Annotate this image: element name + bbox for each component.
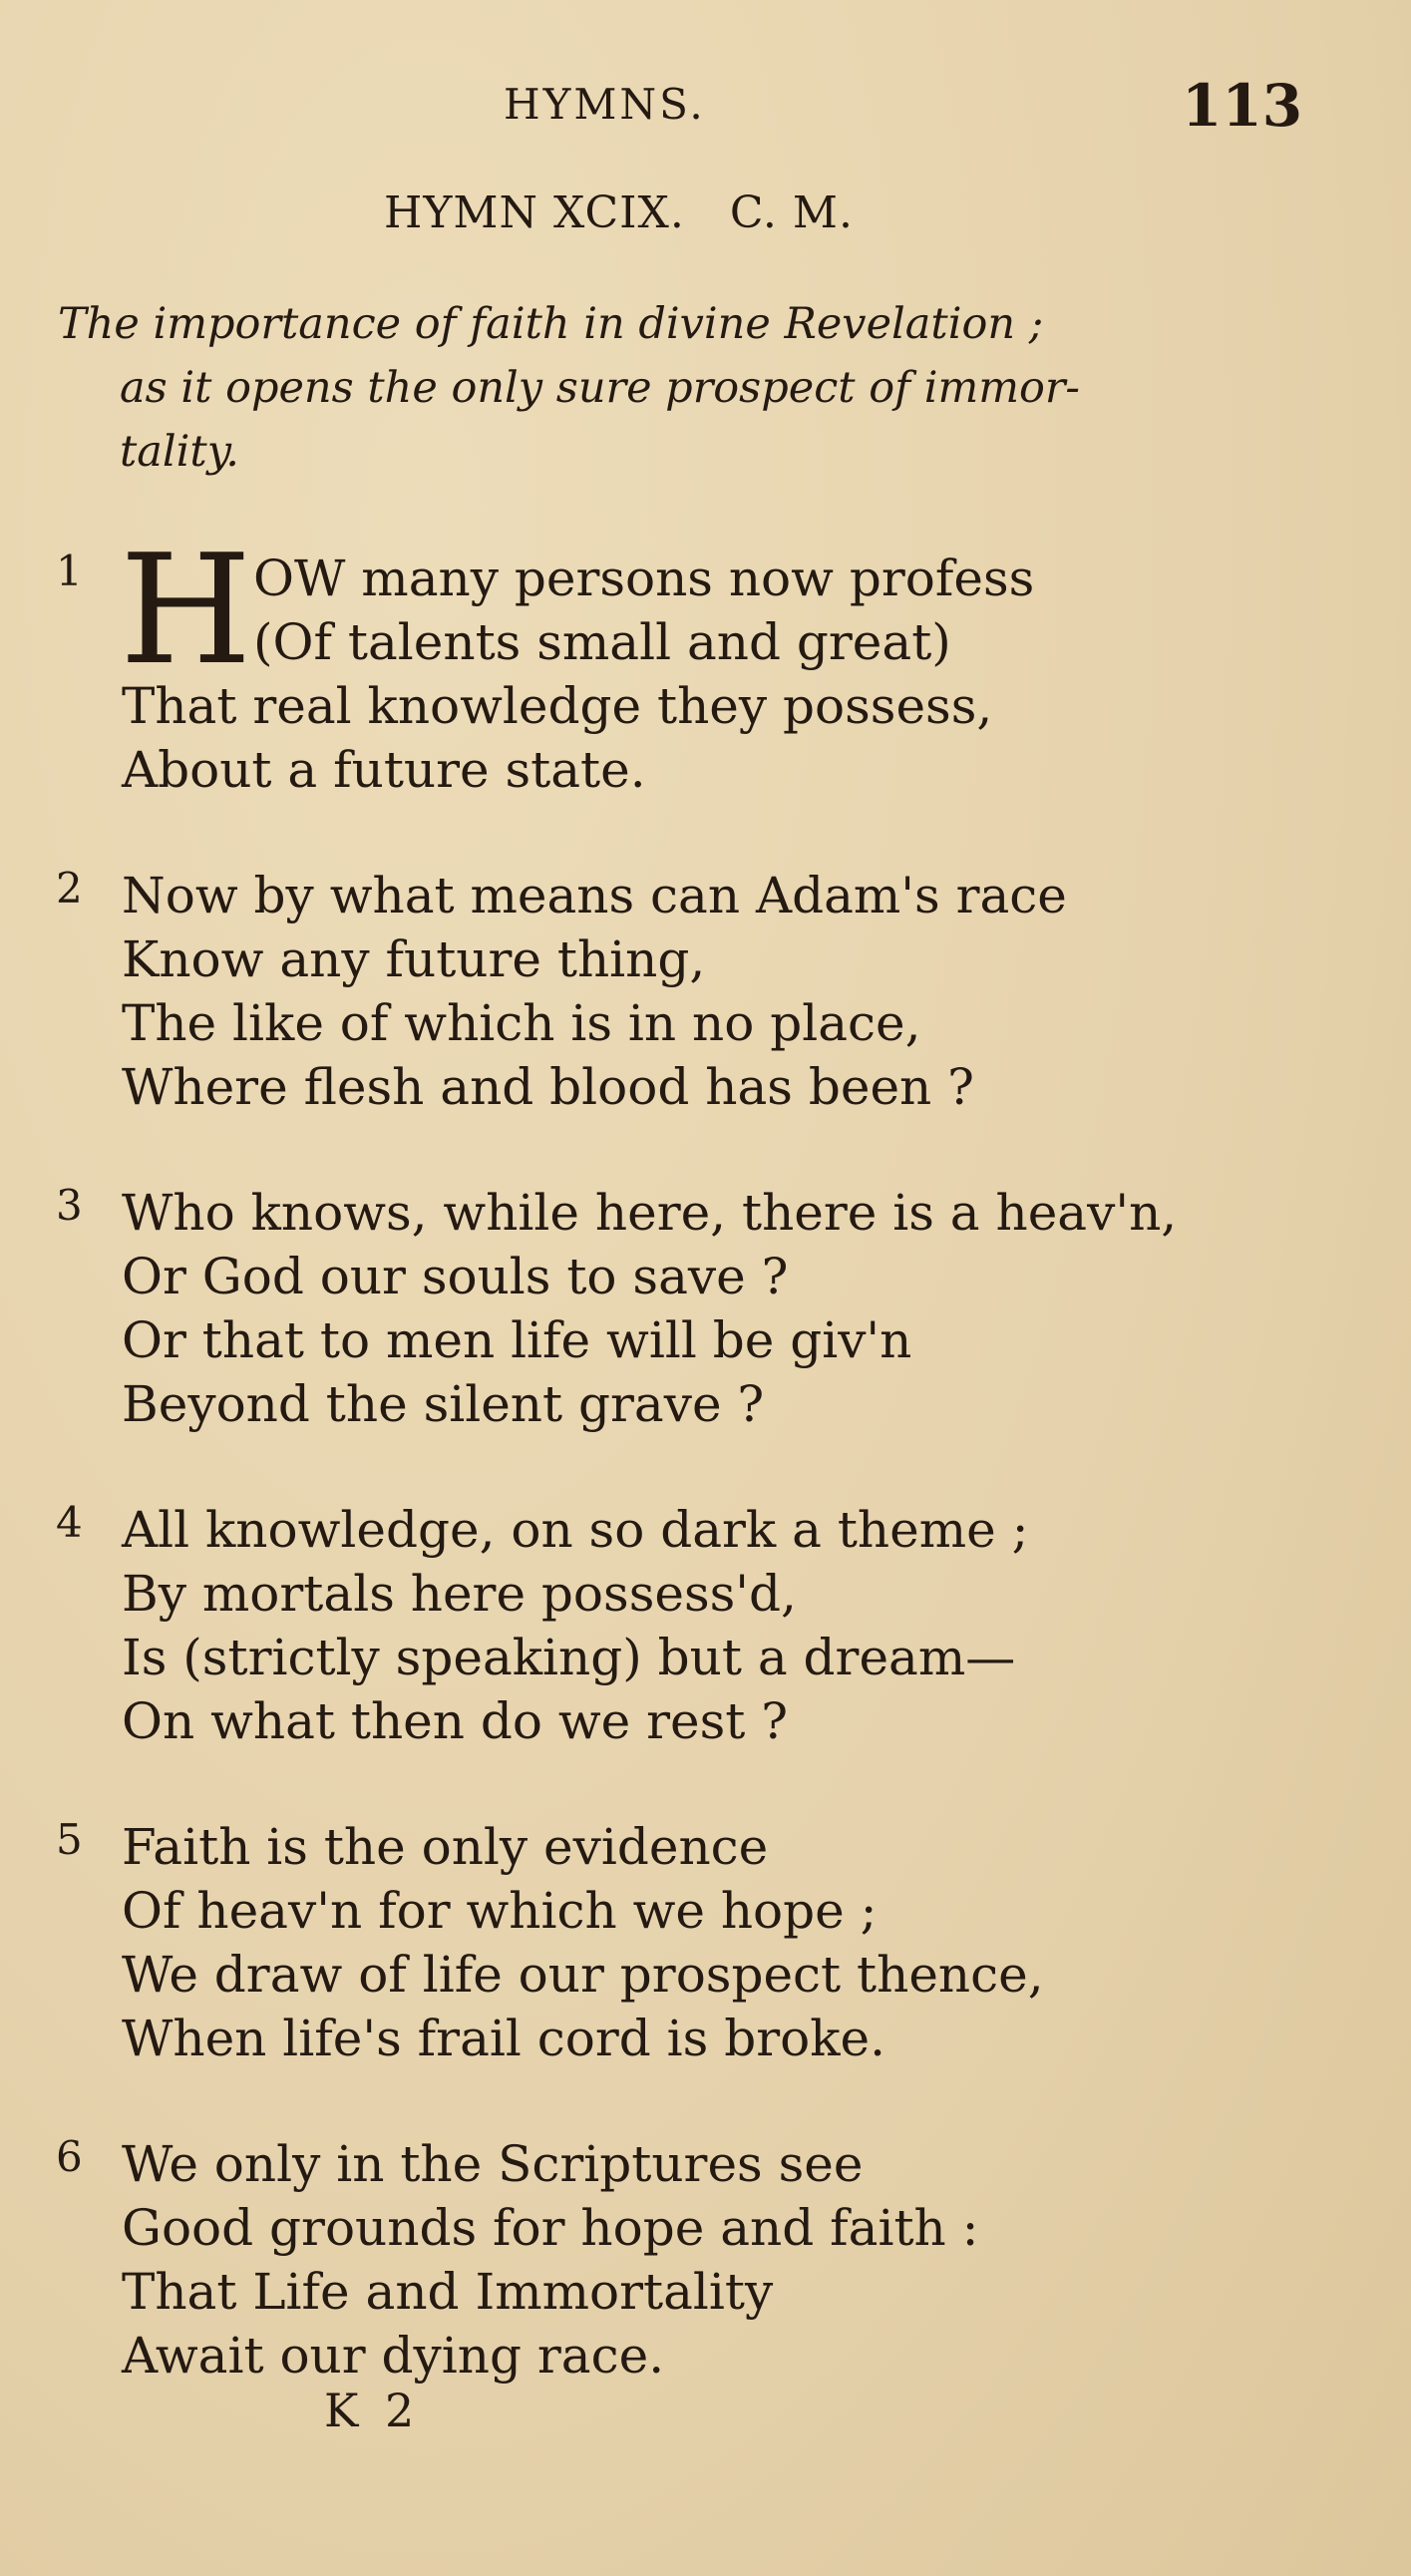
verse-line: Or that to men life will be giv'n — [122, 1311, 912, 1369]
verse-line: Await our dying race. — [122, 2327, 665, 2385]
verse-line: Know any future thing, — [122, 930, 706, 988]
verse-line: The like of which is in no place, — [122, 994, 921, 1052]
stanza-number: 1 — [56, 547, 83, 595]
verse — [122, 1498, 1028, 1753]
verse-line: Who knows, while here, there is a heav'n, — [122, 1184, 1178, 1242]
verse-line: Of heav'n for which we hope ; — [122, 1882, 878, 1940]
stanza-2 — [0, 864, 1411, 1181]
stanza-6 — [0, 2132, 1411, 2449]
running-head — [0, 72, 1411, 140]
verse-line: Where flesh and blood has been ? — [122, 1058, 974, 1116]
stanza-1 — [0, 522, 1411, 864]
verse-line: (Of talents small and great) — [253, 613, 951, 671]
stanza-number: 6 — [56, 2132, 83, 2181]
verse-line: Is (strictly speaking) but a dream— — [122, 1629, 1016, 1686]
signature-mark: K 2 — [324, 2384, 421, 2437]
verse-line: Now by what means can Adam's race — [122, 867, 1067, 924]
hymn-subtitle — [58, 292, 1354, 484]
verse-line: On what then do we rest ? — [122, 1692, 789, 1750]
verse-line: Or God our souls to save ? — [122, 1248, 789, 1305]
stanza-3 — [0, 1181, 1411, 1498]
stanza-4 — [0, 1498, 1411, 1815]
stanza-number: 4 — [56, 1498, 83, 1547]
subtitle-line: The importance of faith in divine Revelation ; — [58, 299, 1044, 349]
page-number: 113 — [1182, 72, 1303, 140]
running-title: HYMNS. — [504, 80, 706, 129]
verse — [122, 2132, 978, 2388]
stanza-number: 2 — [56, 864, 83, 913]
verse-line: Beyond the silent grave ? — [122, 1375, 765, 1433]
verse-line: Faith is the only evidence — [122, 1818, 769, 1876]
verse-line: We draw of life our prospect thence, — [122, 1946, 1044, 2004]
verse-line: We only in the Scriptures see — [122, 2135, 864, 2193]
verse-line: All knowledge, on so dark a theme ; — [122, 1501, 1029, 1559]
verse — [122, 1815, 1044, 2070]
drop-cap: H — [120, 522, 252, 698]
verse-line: By mortals here possess'd, — [122, 1565, 797, 1623]
verse-line: That real knowledge they possess, — [122, 677, 993, 735]
subtitle-line: as it opens the only sure prospect of immor- — [120, 363, 1080, 413]
stanza-number: 5 — [56, 1815, 83, 1864]
verse-line: Good grounds for hope and faith : — [122, 2199, 979, 2257]
verse — [120, 522, 1035, 802]
verse-line: About a future state. — [122, 741, 646, 799]
verse-line: OW many persons now profess — [253, 550, 1035, 607]
verse-line: When life's frail cord is broke. — [122, 2010, 885, 2067]
verse-line: That Life and Immortality — [122, 2263, 774, 2321]
stanza-list — [0, 522, 1411, 2449]
verse — [122, 1181, 1177, 1436]
stanza-5 — [0, 1815, 1411, 2132]
stanza-number: 3 — [56, 1181, 83, 1230]
subtitle-line: tality. — [120, 427, 239, 477]
verse — [122, 864, 1067, 1119]
hymn-title: HYMN XCIX. C. M. — [384, 187, 854, 238]
